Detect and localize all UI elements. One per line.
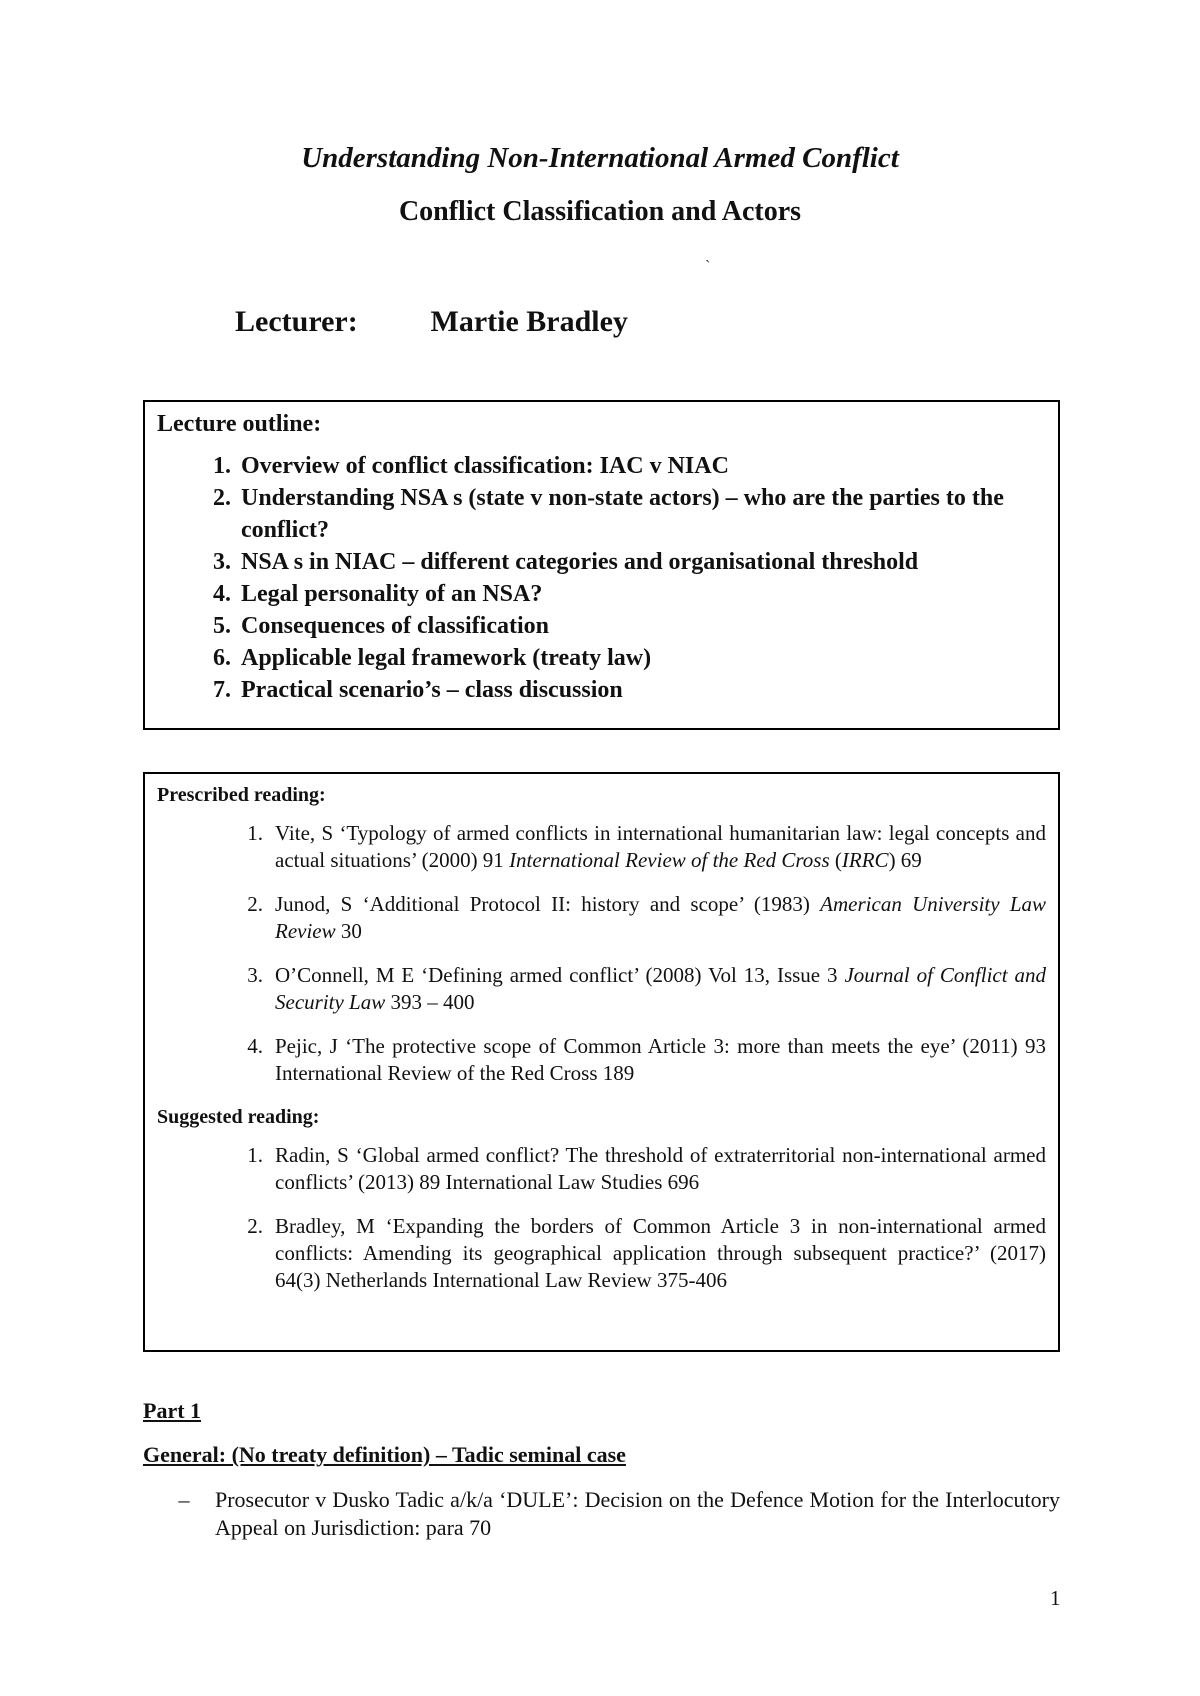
outline-text: Consequences of classification (241, 613, 549, 639)
outline-text: Legal personality of an NSA? (241, 581, 543, 607)
outline-text: Practical scenario’s – class discussion (241, 677, 623, 703)
reference-item (157, 1142, 1046, 1196)
reference-text: Bradley, M ‘Expanding the borders of Common Article 3 in non-international armed conflicts: Amending its geographical application through subsequent practice?’ (2017) 64(3) Netherlands International Law Review 375-406 (275, 1214, 1046, 1292)
lecturer-row (235, 305, 628, 339)
outline-number: 1. (213, 453, 231, 479)
case-list (143, 1486, 1060, 1542)
reference-number: 4. (247, 1034, 263, 1058)
reference-text-part: Vite, S ‘Typology of armed conflicts in international humanitarian law: legal concepts and actual situations’ (2000) 91 (275, 821, 1046, 872)
outline-item (157, 450, 1046, 482)
prescribed-reading-heading: Prescribed reading: (157, 784, 326, 806)
outline-item (157, 642, 1046, 674)
outline-item (157, 674, 1046, 706)
outline-item (157, 482, 1046, 546)
reference-item (157, 962, 1046, 1016)
outline-item (157, 546, 1046, 578)
reference-text-part: Junod, S ‘Additional Protocol II: history and scope’ (1983) (275, 892, 821, 916)
outline-text: NSA s in NIAC – different categories and organisational threshold (241, 549, 919, 575)
journal-title: Journal of Conflict and Security Law (275, 963, 1047, 1014)
journal-title: American University Law Review (275, 892, 1047, 943)
reference-text-part: ) 69 (888, 848, 922, 872)
case-text: Prosecutor v Dusko Tadic a/k/a ‘DULE’: Decision on the Defence Motion for the Interlocutory Appeal on Jurisdiction: para 70 (215, 1487, 1060, 1540)
outline-text: Overview of conflict classification: IAC v NIAC (241, 453, 729, 479)
reference-item (157, 891, 1046, 945)
outline-item (157, 578, 1046, 610)
journal-title: International Review of the Red Cross (509, 848, 830, 872)
reference-text: Radin, S ‘Global armed conflict? The threshold of extraterritorial non-international armed conflicts’ (2013) 89 International Law Studies 696 (275, 1143, 1046, 1194)
journal-abbrev: IRRC (841, 848, 889, 872)
reference-text-part: 30 (335, 919, 362, 943)
lecturer-label: Lecturer: (235, 305, 358, 338)
outline-heading: Lecture outline: (157, 411, 322, 437)
reference-item (157, 1033, 1046, 1087)
reference-text (275, 962, 1046, 1016)
reference-number: 2. (247, 892, 263, 916)
dash-bullet: – (178, 1487, 190, 1512)
reference-text: Pejic, J ‘The protective scope of Common Article 3: more than meets the eye’ (2011) 93 International Review of the Red Cross 189 (275, 1034, 1046, 1085)
reference-item (157, 820, 1046, 874)
outline-item (157, 610, 1046, 642)
reference-number: 3. (247, 963, 263, 987)
outline-number: 2. (213, 485, 231, 511)
reference-number: 2. (247, 1214, 263, 1238)
reference-item (157, 1213, 1046, 1294)
suggested-reading-heading: Suggested reading: (157, 1106, 320, 1128)
lecture-outline-box (143, 400, 1060, 730)
outline-number: 4. (213, 581, 231, 607)
suggested-reading-list (157, 1142, 1046, 1294)
outline-number: 3. (213, 549, 231, 575)
reference-text-part: O’Connell, M E ‘Defining armed conflict’ (2008) Vol 13, Issue 3 (275, 963, 845, 987)
part-heading: Part 1 (143, 1398, 202, 1423)
reference-text-part: 393 – 400 (385, 990, 475, 1014)
reference-text (275, 820, 1046, 874)
reference-number: 1. (247, 1143, 263, 1167)
prescribed-reading-list (157, 820, 1046, 1087)
case-item (143, 1486, 1060, 1542)
document-subtitle: Conflict Classification and Actors (398, 196, 802, 227)
reference-text (275, 891, 1046, 945)
lecturer-name: Martie Bradley (430, 305, 628, 338)
document-title: Understanding Non-International Armed Conflict (301, 142, 899, 174)
outline-text: Understanding NSA s (state v non-state actors) – who are the parties to the conflict? (241, 485, 1004, 543)
section-heading: General: (No treaty definition) – Tadic seminal case (143, 1442, 626, 1467)
outline-number: 5. (213, 613, 231, 639)
reference-number: 1. (247, 821, 263, 845)
outline-text: Applicable legal framework (treaty law) (241, 645, 652, 671)
outline-number: 6. (213, 645, 231, 671)
outline-number: 7. (213, 677, 231, 703)
outline-list (157, 450, 1046, 706)
reading-list-box (143, 772, 1060, 1352)
reference-text-part: ( (829, 848, 842, 872)
page-number: 1 (1050, 1586, 1061, 1610)
stray-mark: ` (705, 258, 711, 275)
